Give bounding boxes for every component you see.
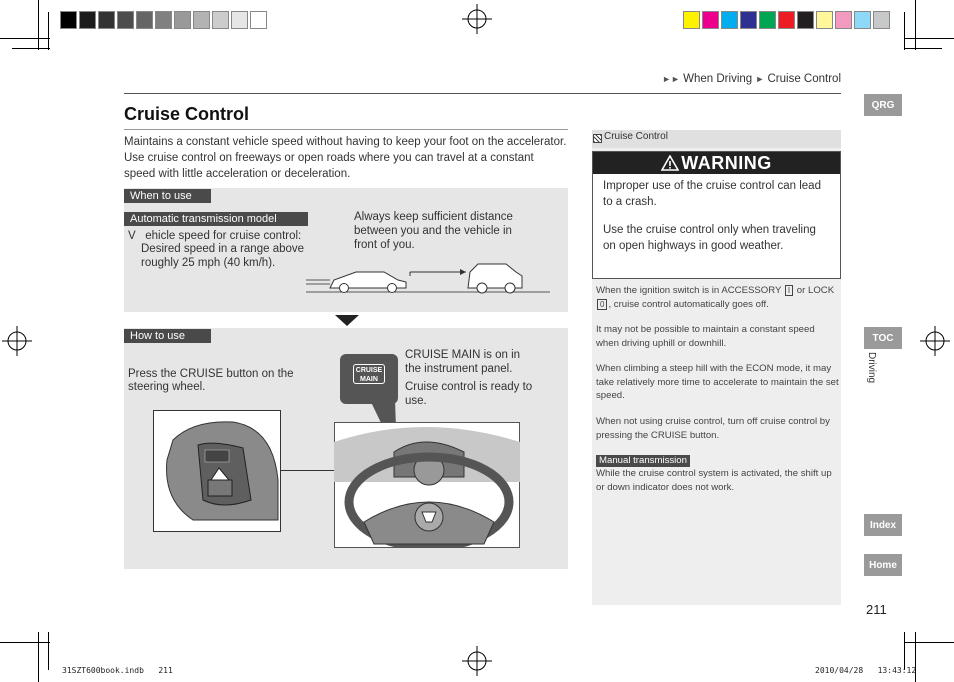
- calibration-swatch: [212, 11, 229, 29]
- calibration-swatch: [740, 11, 757, 29]
- following-distance-illustration: [306, 258, 550, 296]
- speed-range-text: Desired speed in a range above roughly 25 mph (40 km/h).: [141, 243, 305, 269]
- crop-mark: [904, 642, 954, 643]
- cruise-ready-text: Cruise control is ready to use.: [405, 381, 533, 407]
- note-econ: When climbing a steep hill with the ECON mode, it may take relatively more time to accelerate to maintain the set speed.: [596, 363, 839, 401]
- steering-wheel-closeup: [153, 410, 281, 532]
- calibration-swatch: [250, 11, 267, 29]
- reference-icon: [593, 134, 602, 143]
- crop-mark: [904, 38, 954, 39]
- tab-index[interactable]: Index: [864, 514, 902, 536]
- breadcrumb-arrows: ►►: [662, 74, 680, 84]
- breadcrumb-page: Cruise Control: [767, 73, 841, 85]
- cruise-main-indicator: CRUISE MAIN: [353, 364, 385, 384]
- manual-transmission-label: Manual transmission: [596, 455, 690, 467]
- warning-title: WARNING: [681, 152, 772, 173]
- registration-mark-icon: [920, 326, 950, 356]
- calibration-swatch: [721, 11, 738, 29]
- header-rule: [124, 93, 841, 94]
- breadcrumb-section[interactable]: When Driving: [683, 73, 753, 85]
- note-ignition: [596, 284, 840, 311]
- when-to-use-label: When to use: [124, 189, 211, 203]
- calibration-swatch: [759, 11, 776, 29]
- calibration-swatch: [778, 11, 795, 29]
- calibration-swatch: [60, 11, 77, 29]
- calibration-swatch: [683, 11, 700, 29]
- intro-paragraph: Maintains a constant vehicle speed without having to keep your foot on the accelerator. Use cruise control on freeways or open roads where you can travel at a constant speed with little acceleration or deceleration.: [124, 136, 567, 180]
- bullet-glyph: V: [128, 230, 136, 242]
- crop-mark: [904, 12, 905, 50]
- footer-timestamp: 2010/04/28 13:43:12: [815, 666, 917, 675]
- note-ignition-lock: LOCK: [808, 285, 835, 296]
- note-manual: While the cruise control system is activated, the shift up or down indicator does not work.: [596, 468, 832, 493]
- crop-mark: [904, 48, 942, 49]
- breadcrumb: [662, 73, 841, 85]
- registration-mark-icon: [462, 646, 492, 676]
- calibration-swatch: [797, 11, 814, 29]
- crop-mark: [915, 0, 916, 50]
- crop-mark: [12, 48, 50, 49]
- accessory-key-icon: I: [785, 285, 793, 296]
- title-rule: [124, 129, 568, 130]
- breadcrumb-separator: ►: [755, 74, 765, 84]
- warning-text-1: Improper use of the cruise control can lead to a crash.: [603, 180, 821, 208]
- crop-mark: [38, 632, 39, 682]
- calibration-swatch: [117, 11, 134, 29]
- note-ignition-text: When the ignition switch is in ACCESSORY: [596, 285, 782, 296]
- note-ignition-end: , cruise control automatically goes off.: [608, 298, 769, 310]
- calibration-swatch: [702, 11, 719, 29]
- calibration-swatch: [835, 11, 852, 29]
- bullet-text: ehicle speed for cruise control:: [145, 230, 302, 242]
- calibration-swatch: [174, 11, 191, 29]
- calibration-swatch: [136, 11, 153, 29]
- tab-toc[interactable]: TOC: [864, 327, 902, 349]
- calibration-swatch: [79, 11, 96, 29]
- automatic-model-label: Automatic transmission model: [124, 212, 308, 226]
- distance-text: Always keep sufficient distance between you and the vehicle in front of you.: [354, 211, 513, 251]
- note-turn-off: When not using cruise control, turn off cruise control by pressing the CRUISE button.: [596, 416, 830, 441]
- crop-mark: [48, 632, 49, 670]
- how-to-use-label: How to use: [124, 329, 211, 343]
- registration-mark-icon: [462, 4, 492, 34]
- crop-mark: [0, 38, 50, 39]
- note-ignition-or: or: [796, 285, 806, 296]
- sidebar-header-label: Cruise Control: [604, 131, 668, 142]
- calibration-swatch: [193, 11, 210, 29]
- footer-file: 31SZT600book.indb 211: [62, 666, 173, 675]
- crop-mark: [0, 642, 50, 643]
- dashboard-illustration: [334, 422, 520, 548]
- crop-mark: [38, 0, 39, 50]
- cruise-main-on-text: CRUISE MAIN is on in the instrument panel.: [405, 349, 521, 375]
- warning-header: [593, 152, 840, 174]
- calibration-swatch: [98, 11, 115, 29]
- page-number: 211: [866, 602, 887, 617]
- section-label-driving: Driving: [866, 352, 877, 384]
- tab-qrg[interactable]: QRG: [864, 94, 902, 116]
- note-uphill: It may not be possible to maintain a constant speed when driving uphill or downhill.: [596, 324, 815, 349]
- registration-mark-icon: [2, 326, 32, 356]
- calibration-swatch: [816, 11, 833, 29]
- calibration-swatch: [873, 11, 890, 29]
- lock-key-icon: 0: [597, 299, 607, 310]
- crop-mark: [904, 632, 905, 670]
- warning-text-2: Use the cruise control only when traveling on open highways in good weather.: [603, 224, 816, 252]
- calibration-swatch: [854, 11, 871, 29]
- warning-triangle-icon: [661, 155, 679, 171]
- press-cruise-instruction: Press the CRUISE button on the steering wheel.: [128, 368, 294, 393]
- calibration-swatch: [231, 11, 248, 29]
- crop-mark: [48, 12, 49, 50]
- page-title: Cruise Control: [124, 104, 250, 124]
- arrow-down-icon: [335, 315, 359, 327]
- calibration-swatch: [155, 11, 172, 29]
- tab-home[interactable]: Home: [864, 554, 902, 576]
